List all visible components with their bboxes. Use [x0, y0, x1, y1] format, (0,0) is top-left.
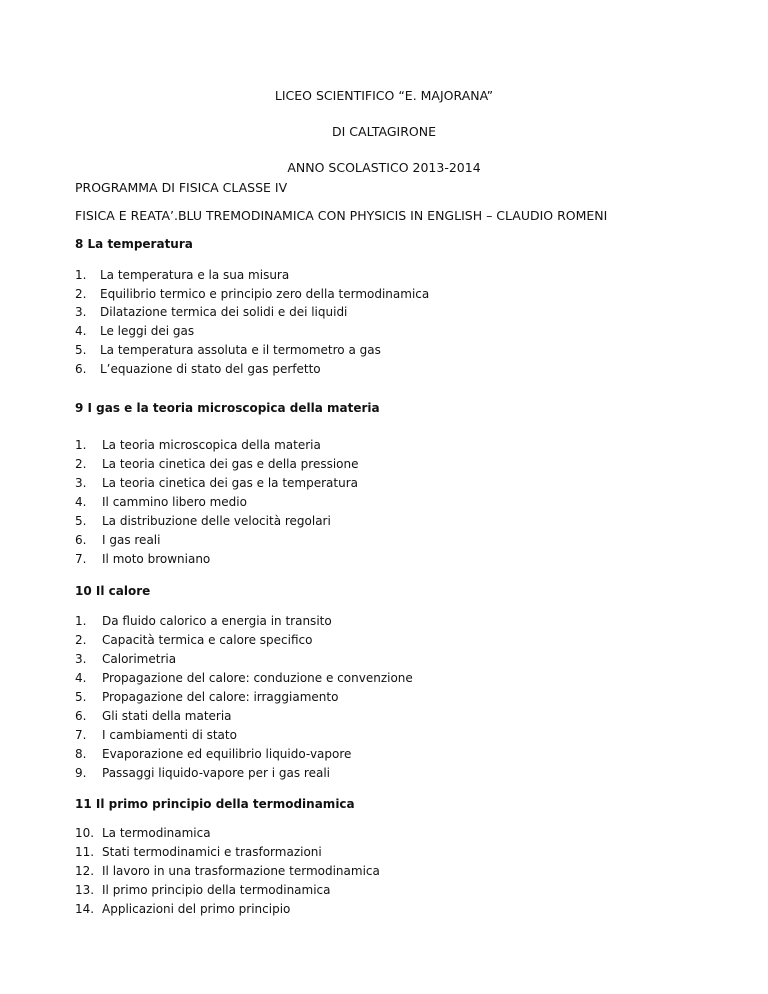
- list-item: [75, 476, 358, 490]
- list-item: [75, 514, 331, 528]
- school-name: LICEO SCIENTIFICO “E. MAJORANA”: [274, 88, 494, 103]
- list-item-text: Equilibrio termico e principio zero della termodinamica: [100, 287, 430, 301]
- section-title: 9 I gas e la teoria microscopica della materia: [75, 401, 380, 415]
- list-item: [75, 495, 247, 509]
- list-item-text: Capacità termica e calore specifico: [102, 633, 313, 647]
- list-item-text: I cambiamenti di stato: [102, 728, 237, 742]
- list-item-number: 4.: [75, 671, 87, 685]
- list-item-number: 3.: [75, 305, 87, 319]
- list-item-number: 8.: [75, 747, 87, 761]
- list-item-text: Il cammino libero medio: [102, 495, 247, 509]
- list-item-text: La temperatura e la sua misura: [100, 268, 290, 282]
- list-item-number: 2.: [75, 457, 87, 471]
- list-item-text: Le leggi dei gas: [100, 324, 195, 338]
- list-item-number: 7.: [75, 552, 87, 566]
- list-item-text: Propagazione del calore: irraggiamento: [102, 690, 339, 704]
- list-item: [75, 671, 413, 685]
- list-item-text: Stati termodinamici e trasformazioni: [102, 845, 322, 859]
- list-item-number: 3.: [75, 652, 87, 666]
- list-item-number: 5.: [75, 343, 87, 357]
- list-item: [75, 457, 359, 471]
- section-title: 10 Il calore: [75, 584, 151, 598]
- list-item-text: Evaporazione ed equilibrio liquido-vapore: [102, 747, 352, 761]
- list-item: [75, 652, 176, 666]
- list-item: [75, 305, 347, 319]
- list-item: [75, 362, 321, 376]
- list-item-text: La teoria cinetica dei gas e della pressione: [102, 457, 359, 471]
- list-item-text: Il lavoro in una trasformazione termodinamica: [102, 864, 380, 878]
- list-item-number: 4.: [75, 324, 87, 338]
- list-item-number: 14.: [75, 902, 95, 916]
- list-item-text: La teoria cinetica dei gas e la temperatura: [102, 476, 358, 490]
- list-item-number: 6.: [75, 533, 87, 547]
- list-item-number: 9.: [75, 766, 87, 780]
- list-item: [75, 324, 194, 338]
- list-item-number: 6.: [75, 362, 87, 376]
- list-item-text: La termodinamica: [102, 826, 211, 840]
- list-item: [75, 766, 330, 780]
- list-item-text: Da fluido calorico a energia in transito: [102, 614, 332, 628]
- school-year: ANNO SCOLASTICO 2013-2014: [287, 160, 481, 175]
- list-item-number: 5.: [75, 514, 87, 528]
- list-item-text: Propagazione del calore: conduzione e convenzione: [102, 671, 413, 685]
- list-item: [75, 864, 380, 878]
- list-item: [75, 614, 332, 628]
- list-item-number: 6.: [75, 709, 87, 723]
- list-item-number: 7.: [75, 728, 87, 742]
- list-item: [75, 826, 211, 840]
- list-item: [75, 552, 210, 566]
- list-item-number: 3.: [75, 476, 87, 490]
- list-item: [75, 343, 381, 357]
- list-item-text: Gli stati della materia: [102, 709, 232, 723]
- list-item-number: 1.: [75, 614, 87, 628]
- list-item: [75, 533, 160, 547]
- list-item-text: Il moto browniano: [102, 552, 211, 566]
- list-item-text: I gas reali: [102, 533, 161, 547]
- book-title: FISICA E REATA’.BLU TREMODINAMICA CON PHYSICIS IN ENGLISH – CLAUDIO ROMENI: [75, 208, 608, 223]
- list-item-text: Passaggi liquido-vapore per i gas reali: [102, 766, 330, 780]
- list-item: [75, 883, 331, 897]
- list-item-text: Applicazioni del primo principio: [102, 902, 291, 916]
- list-item-number: 1.: [75, 438, 87, 452]
- list-item-number: 2.: [75, 633, 87, 647]
- list-item: [75, 633, 312, 647]
- list-item: [75, 268, 289, 282]
- list-item-number: 5.: [75, 690, 87, 704]
- school-city: DI CALTAGIRONE: [332, 124, 436, 139]
- list-item-number: 13.: [75, 883, 95, 897]
- list-item: [75, 438, 321, 452]
- list-item-number: 1.: [75, 268, 87, 282]
- list-item-text: Calorimetria: [102, 652, 177, 666]
- program-title: PROGRAMMA DI FISICA CLASSE IV: [75, 180, 288, 195]
- list-item-number: 12.: [75, 864, 95, 878]
- list-item-text: La teoria microscopica della materia: [102, 438, 321, 452]
- list-item-number: 2.: [75, 287, 87, 301]
- list-item-number: 4.: [75, 495, 87, 509]
- list-item: [75, 902, 290, 916]
- section-title: 11 Il primo principio della termodinamica: [75, 797, 355, 811]
- list-item-number: 11.: [75, 845, 95, 859]
- list-item: [75, 845, 322, 859]
- list-item: [75, 287, 429, 301]
- list-item: [75, 690, 338, 704]
- list-item: [75, 709, 232, 723]
- list-item: [75, 728, 237, 742]
- list-item: [75, 747, 351, 761]
- list-item-text: Il primo principio della termodinamica: [102, 883, 331, 897]
- list-item-text: L’equazione di stato del gas perfetto: [100, 362, 321, 376]
- list-item-text: Dilatazione termica dei solidi e dei liquidi: [100, 305, 348, 319]
- list-item-text: La temperatura assoluta e il termometro a gas: [100, 343, 381, 357]
- list-item-number: 10.: [75, 826, 95, 840]
- list-item-text: La distribuzione delle velocità regolari: [102, 514, 331, 528]
- section-title: 8 La temperatura: [75, 237, 193, 251]
